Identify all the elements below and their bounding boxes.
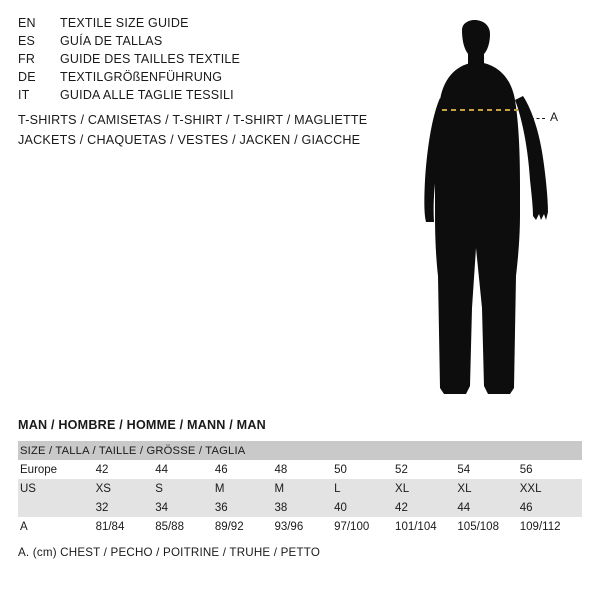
table-cell: 34: [155, 498, 215, 517]
language-code: FR: [18, 52, 36, 66]
language-row: [18, 50, 368, 68]
table-cell: 89/92: [215, 517, 275, 536]
language-title: GUÍA DE TALLAS: [60, 34, 163, 48]
table-cell: M: [274, 479, 334, 498]
table-cell: 48: [274, 460, 334, 479]
table-header-row: [18, 441, 582, 460]
category-jackets: JACKETS / CHAQUETAS / VESTES / JACKEN / GIACCHE: [18, 133, 361, 147]
table-cell: 42: [395, 498, 457, 517]
category-tshirts: T-SHIRTS / CAMISETAS / T-SHIRT / T-SHIRT / MAGLIETTE: [18, 113, 368, 127]
language-title: TEXTILGRÖßENFÜHRUNG: [60, 70, 223, 84]
table-cell: 97/100: [334, 517, 395, 536]
table-row: [18, 517, 582, 536]
table-cell: 54: [457, 460, 519, 479]
row-label: [18, 498, 96, 517]
language-row: [18, 14, 368, 32]
language-row: [18, 32, 368, 50]
table-cell: 105/108: [457, 517, 519, 536]
table-cell: 50: [334, 460, 395, 479]
footnote-chest: A. (cm) CHEST / PECHO / POITRINE / TRUHE / PETTO: [18, 546, 321, 559]
table-cell: 32: [96, 498, 156, 517]
table-cell: 44: [155, 460, 215, 479]
table-cell: XL: [395, 479, 457, 498]
table-cell: 101/104: [395, 517, 457, 536]
language-list: [18, 14, 368, 104]
table-cell: XS: [96, 479, 156, 498]
table-cell: 109/112: [520, 517, 582, 536]
table-cell: 46: [520, 498, 582, 517]
language-row: [18, 86, 368, 104]
language-title: GUIDA ALLE TAGLIE TESSILI: [60, 88, 234, 102]
measure-leader-line: [531, 118, 545, 119]
row-label: Europe: [18, 460, 96, 479]
table-cell: 46: [215, 460, 275, 479]
silhouette-icon: [400, 8, 600, 408]
language-code: EN: [18, 16, 36, 30]
row-label: A: [18, 517, 96, 536]
language-row: [18, 68, 368, 86]
table-cell: 36: [215, 498, 275, 517]
language-code: DE: [18, 70, 36, 84]
table-cell: S: [155, 479, 215, 498]
category-list: [18, 110, 398, 150]
table-cell: 81/84: [96, 517, 156, 536]
table-cell: 85/88: [155, 517, 215, 536]
table-cell: 42: [96, 460, 156, 479]
table-cell: 52: [395, 460, 457, 479]
table-row: [18, 479, 582, 498]
size-table: [18, 441, 582, 536]
table-cell: 40: [334, 498, 395, 517]
table-row: [18, 498, 582, 517]
table-row: [18, 460, 582, 479]
language-title: TEXTILE SIZE GUIDE: [60, 16, 189, 30]
table-cell: M: [215, 479, 275, 498]
gender-title: MAN / HOMBRE / HOMME / MANN / MAN: [18, 418, 266, 432]
measure-label-a: A: [550, 110, 559, 124]
table-cell: 56: [520, 460, 582, 479]
table-cell: 93/96: [274, 517, 334, 536]
row-label: US: [18, 479, 96, 498]
table-cell: L: [334, 479, 395, 498]
language-code: IT: [18, 88, 30, 102]
table-cell: 38: [274, 498, 334, 517]
language-title: GUIDE DES TAILLES TEXTILE: [60, 52, 241, 66]
language-code: ES: [18, 34, 36, 48]
man-silhouette-figure: [400, 8, 600, 408]
table-cell: 44: [457, 498, 519, 517]
table-header-label: SIZE / TALLA / TAILLE / GRÖSSE / TAGLIA: [18, 441, 582, 460]
table-cell: XXL: [520, 479, 582, 498]
table-cell: XL: [457, 479, 519, 498]
